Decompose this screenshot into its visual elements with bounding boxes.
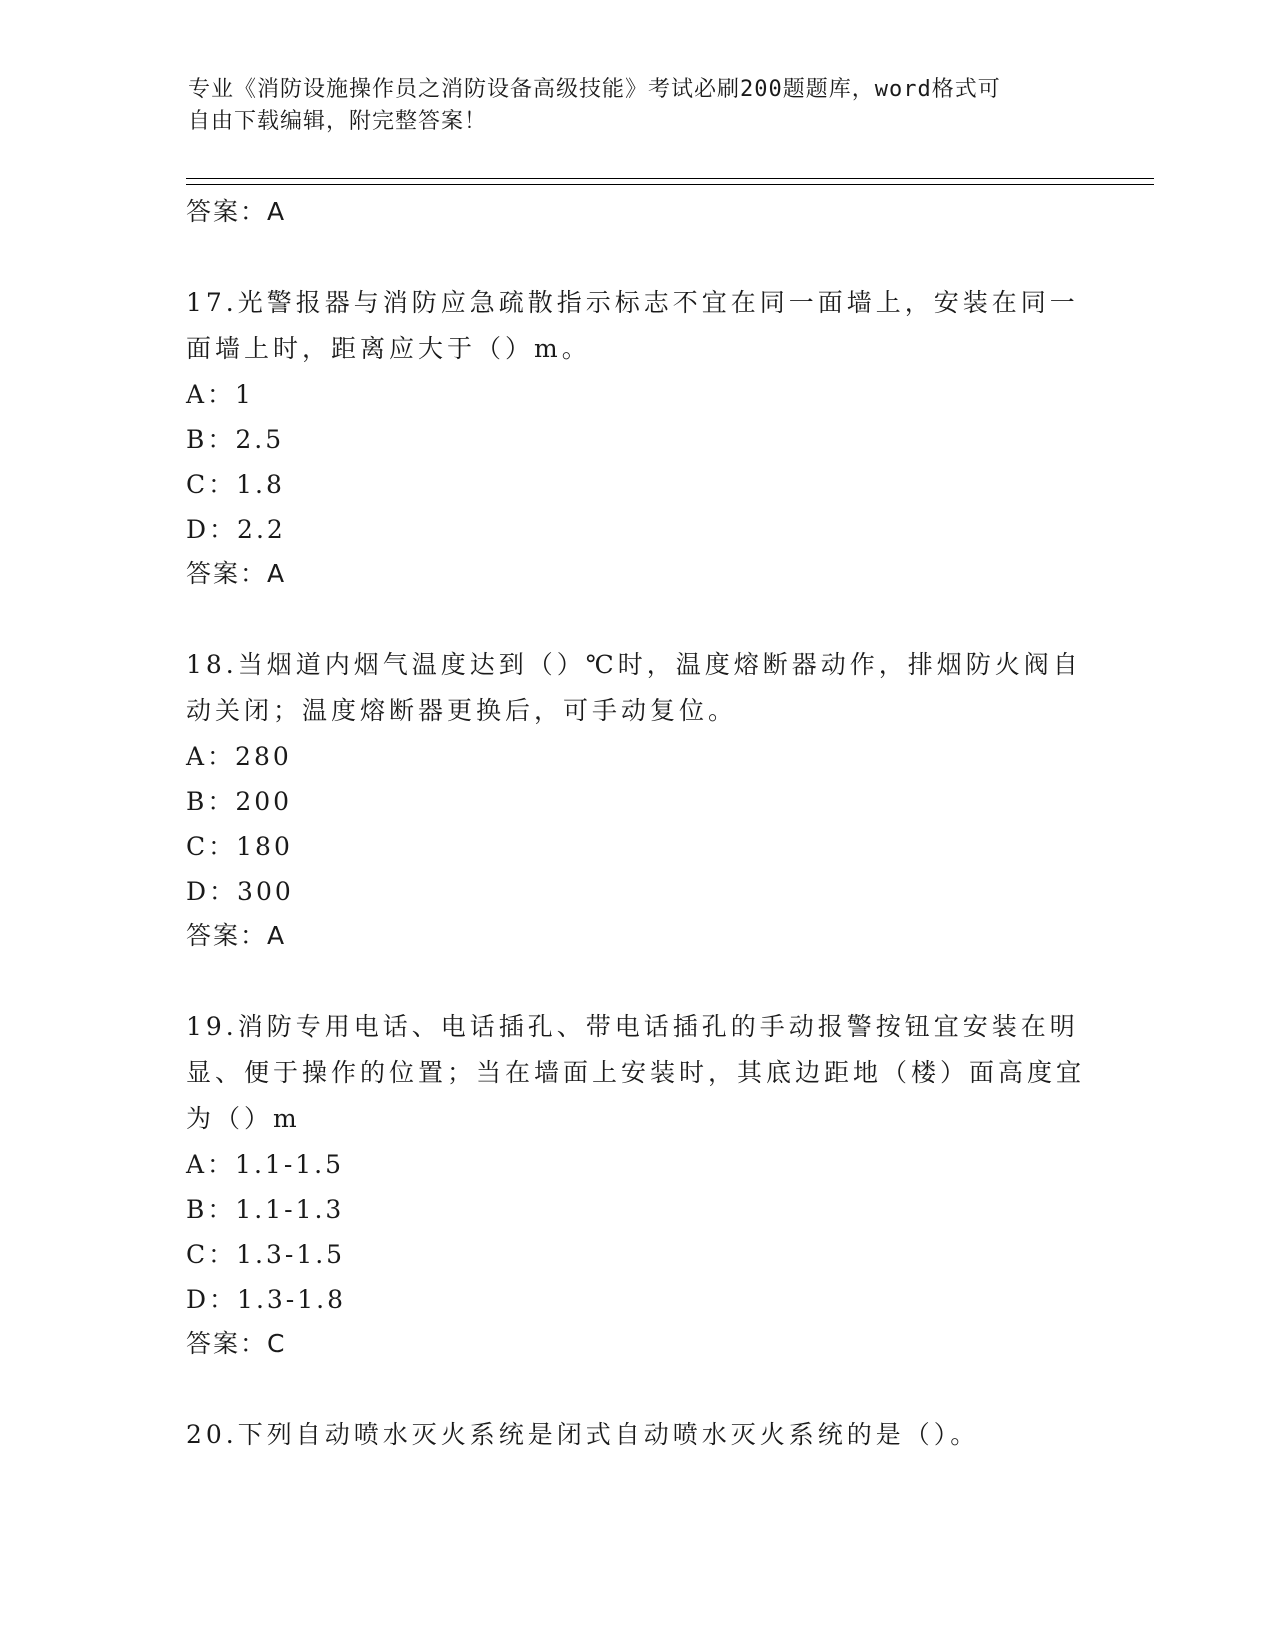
question-list <box>186 190 1086 1504</box>
header-divider-top <box>186 178 1154 179</box>
option-c: C：180 <box>186 832 293 861</box>
question-text: 20.下列自动喷水灭火系统是闭式自动喷水灭火系统的是（）。 <box>186 1420 980 1449</box>
question-19 <box>186 1004 1086 1366</box>
option-b: B：1.1-1.3 <box>186 1195 345 1224</box>
option-a: A：1.1-1.5 <box>186 1150 345 1179</box>
header-line-1: 专业《消防设施操作员之消防设备高级技能》考试必刷200题题库，word格式可 <box>188 77 1001 102</box>
answer: 答案：C <box>186 1329 287 1358</box>
option-c: C：1.8 <box>186 470 285 499</box>
question-17 <box>186 280 1086 596</box>
question-text: 18.当烟道内烟气温度达到（）℃时，温度熔断器动作，排烟防火阀自动关闭；温度熔断器更换后，可手动复位。 <box>186 650 1082 725</box>
option-b: B：2.5 <box>186 425 285 454</box>
question-text: 17.光警报器与消防应急疏散指示标志不宜在同一面墙上，安装在同一面墙上时，距离应大于（）m。 <box>186 288 1079 363</box>
option-d: D：1.3-1.8 <box>186 1285 347 1314</box>
option-b: B：200 <box>186 787 293 816</box>
answer: 答案：A <box>186 921 287 950</box>
document-header <box>188 74 1088 138</box>
answer: 答案：A <box>186 559 287 588</box>
previous-answer: 答案：A <box>186 197 287 226</box>
option-a: A：1 <box>186 380 254 409</box>
question-20 <box>186 1412 1086 1458</box>
header-line-2: 自由下载编辑，附完整答案！ <box>188 109 488 134</box>
option-d: D：300 <box>186 877 294 906</box>
question-text: 19.消防专用电话、电话插孔、带电话插孔的手动报警按钮宜安装在明显、便于操作的位置；当在墙面上安装时，其底边距地（楼）面高度宜为（）m <box>186 1012 1086 1133</box>
option-d: D：2.2 <box>186 515 286 544</box>
question-18 <box>186 642 1086 958</box>
option-a: A：280 <box>186 742 292 771</box>
option-c: C：1.3-1.5 <box>186 1240 346 1269</box>
header-divider-bottom <box>186 184 1154 185</box>
